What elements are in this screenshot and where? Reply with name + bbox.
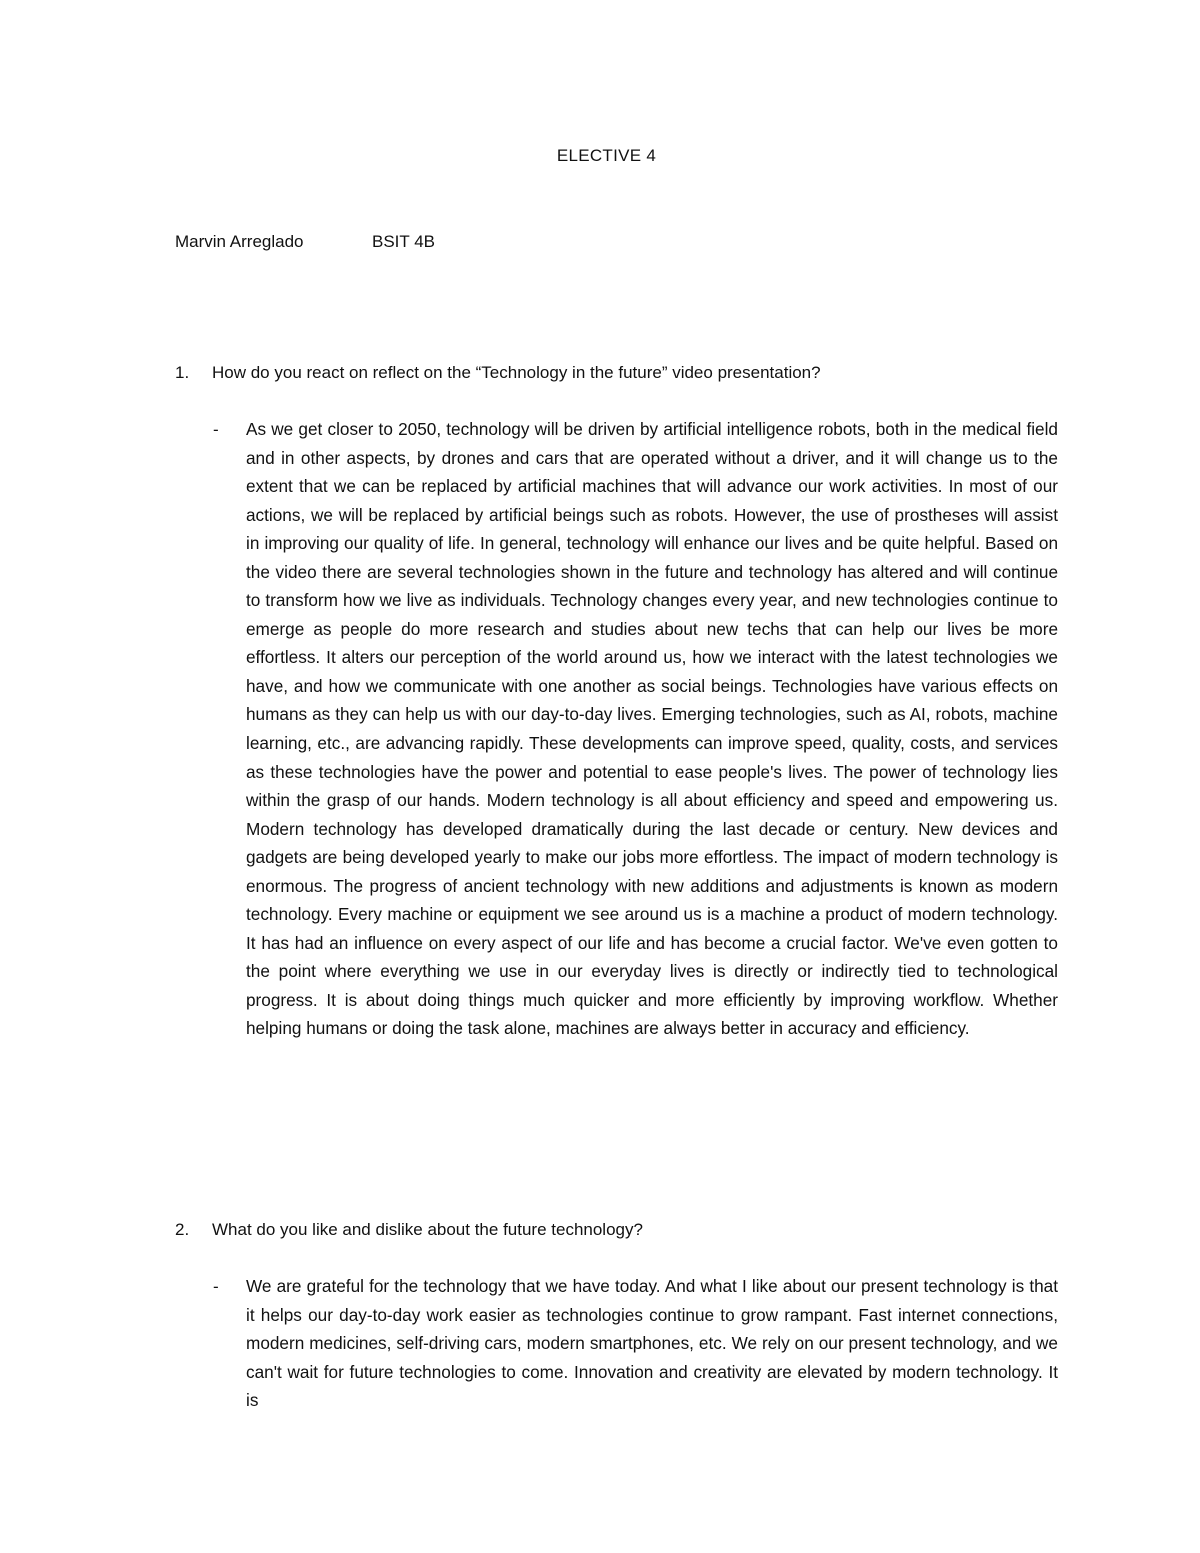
answer-paragraph-2: We are grateful for the technology that we have today. And what I like about our present technology is that it helps our day-to-day work easier as technologies continue to grow rampant. Fast internet connections, modern medicines, self-driving cars, modern smartphones, etc. We rely on our present technology, and we can't wait for future technologies to come. Innovation and creativity are elevated by modern technology. It is — [246, 1276, 1058, 1411]
question-2 — [175, 1220, 643, 1240]
answer-bullet: - — [213, 1277, 219, 1296]
answer-paragraph-1: As we get closer to 2050, technology will be driven by artificial intelligence robots, both in the medical field and in other aspects, by drones and cars that are operated without a driver, and it will change us to the extent that we can be replaced by artificial machines that will advance our work activities. In most of our actions, we will be replaced by artificial beings such as robots. However, the use of prostheses will assist in improving our quality of life. In general, technology will enhance our lives and be quite helpful. Based on the video there are several technologies shown in the future and technology has altered and will continue to transform how we live as individuals. Technology changes every year, and new technologies continue to emerge as people do more research and studies about new techs that can help our lives be more effortless. It alters our perception of the world around us, how we interact with the latest technologies we have, and how we communicate with one another as social beings. Technologies have various effects on humans as they can help us with our day-to-day lives. Emerging technologies, such as AI, robots, machine learning, etc., are advancing rapidly. These developments can improve speed, quality, costs, and services as these technologies have the power and potential to ease people's lives. The power of technology lies within the grasp of our hands. Modern technology is all about efficiency and speed and empowering us. Modern technology has developed dramatically during the last decade or century. New devices and gadgets are being developed yearly to make our jobs more effortless. The impact of modern technology is enormous. The progress of ancient technology with new additions and adjustments is known as modern technology. Every machine or equipment we see around us is a machine a product of modern technology. It has had an influence on every aspect of our life and has become a crucial factor. We've even gotten to the point where everything we use in our everyday lives is directly or indirectly tied to technological progress. It is about doing things much quicker and more efficiently by improving workflow. Whether helping humans or doing the task alone, machines are always better in accuracy and efficiency. — [246, 419, 1058, 1039]
author-line — [175, 232, 435, 252]
question-text: What do you like and dislike about the future technology? — [212, 1220, 643, 1239]
question-1 — [175, 363, 821, 383]
question-number: 1. — [175, 363, 190, 382]
author-section: BSIT 4B — [372, 232, 435, 251]
answer-bullet: - — [213, 420, 219, 439]
question-number: 2. — [175, 1220, 190, 1239]
question-text: How do you react on reflect on the “Technology in the future” video presentation? — [212, 363, 821, 382]
author-name: Marvin Arreglado — [175, 232, 304, 251]
document-title: ELECTIVE 4 — [556, 146, 657, 165]
